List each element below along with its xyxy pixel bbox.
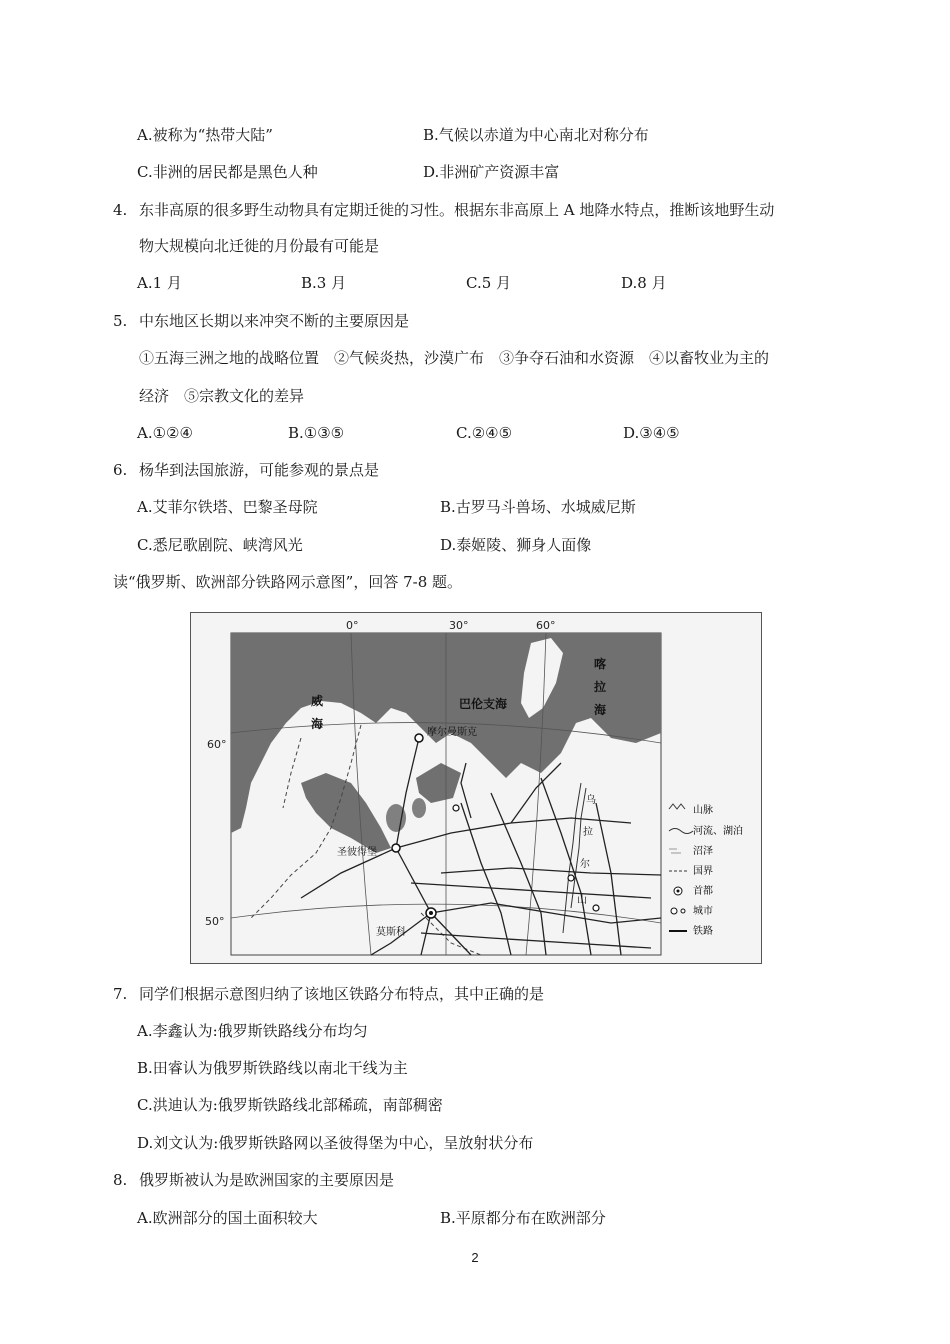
q6-number: 6. [113, 461, 128, 479]
q4-number: 4. [113, 201, 128, 219]
sea-label-barents: 巴伦支海 [459, 697, 508, 711]
q4-stem-text: 东非高原的很多野生动物具有定期迁徙的习性。根据东非高原上 A 地降水特点，推断该地野生动 [139, 201, 775, 219]
q4-option-d: D.8 月 [621, 274, 667, 292]
q3-option-c: C.非洲的居民都是黑色人种 [137, 163, 318, 181]
q4-stem-line2: 物大规模向北迁徙的月份最有可能是 [139, 237, 380, 255]
q5-stem [113, 311, 409, 331]
ural-label-4: 山 [577, 895, 587, 906]
city-label-murmansk: 摩尔曼斯克 [427, 727, 477, 738]
svg-text:河流、湖泊: 河流、湖泊 [693, 826, 743, 837]
q8-option-b: B.平原都分布在欧洲部分 [440, 1209, 606, 1227]
q7-stem [113, 984, 544, 1004]
q5-items-line1: ①五海三洲之地的战略位置 ②气候炎热，沙漠广布 ③争夺石油和水资源 ④以畜牧业为主的 [139, 349, 770, 367]
q5-option-d: D.③④⑤ [623, 424, 680, 442]
q7-option-d: D.刘文认为:俄罗斯铁路网以圣彼得堡为中心，呈放射状分布 [137, 1134, 534, 1152]
lat-label-50: 50° [205, 915, 225, 928]
q6-option-c: C.悉尼歌剧院、峡湾风光 [137, 536, 303, 554]
ural-label-1: 乌 [586, 795, 596, 806]
svg-text:山脉: 山脉 [693, 805, 713, 816]
q5-items-line2: 经济 ⑤宗教文化的差异 [139, 387, 305, 405]
q4-option-b: B.3 月 [301, 274, 347, 292]
page-number: 2 [471, 1250, 479, 1265]
russia-railway-map [190, 612, 762, 964]
sea-label-norwegian-2: 海 [311, 717, 324, 731]
lon-label-0: 0° [346, 619, 359, 632]
city-label-st-petersburg: 圣彼得堡 [337, 847, 377, 858]
q4-stem-line1 [113, 200, 774, 220]
q4-option-a: A.1 月 [137, 274, 182, 292]
city-label-moscow: 莫斯科 [376, 927, 406, 938]
murmansk-city-icon [415, 734, 423, 742]
svg-text:城市: 城市 [693, 906, 713, 917]
q7-stem-text: 同学们根据示意图归纳了该地区铁路分布特点，其中正确的是 [139, 985, 545, 1003]
sea-label-kara-2: 拉 [594, 680, 607, 694]
sea-label-kara-1: 喀 [594, 657, 607, 671]
lon-label-60: 60° [536, 619, 556, 632]
sea-label-kara-3: 海 [594, 703, 607, 717]
ural-label-3: 尔 [580, 859, 590, 870]
q6-stem-text: 杨华到法国旅游，可能参观的景点是 [139, 461, 380, 479]
q3-option-b: B.气候以赤道为中心南北对称分布 [423, 126, 649, 144]
svg-text:首都: 首都 [693, 886, 713, 897]
q3-option-d: D.非洲矿产资源丰富 [423, 163, 560, 181]
q6-option-d: D.泰姬陵、狮身人面像 [440, 536, 592, 554]
q7-number: 7. [113, 985, 128, 1003]
q8-stem [113, 1170, 394, 1190]
q7-option-a: A.李鑫认为:俄罗斯铁路线分布均匀 [137, 1022, 368, 1040]
q5-option-b: B.①③⑤ [288, 424, 345, 442]
q7-option-b: B.田睿认为俄罗斯铁路线以南北干线为主 [137, 1059, 408, 1077]
svg-text:铁路: 铁路 [693, 926, 713, 937]
q5-number: 5. [113, 312, 128, 330]
instruction-7-8: 读“俄罗斯、欧洲部分铁路网示意图”，回答 7-8 题。 [113, 573, 463, 591]
st-petersburg-city-icon [392, 844, 400, 852]
lon-label-30: 30° [449, 619, 469, 632]
svg-text:沼泽: 沼泽 [693, 846, 713, 857]
q8-stem-text: 俄罗斯被认为是欧洲国家的主要原因是 [139, 1171, 395, 1189]
q5-stem-text: 中东地区长期以来冲突不断的主要原因是 [139, 312, 410, 330]
q3-option-a: A.被称为“热带大陆” [137, 126, 273, 144]
q8-option-a: A.欧洲部分的国土面积较大 [137, 1209, 318, 1227]
q8-number: 8. [113, 1171, 128, 1189]
city-icon [671, 908, 677, 914]
q5-option-c: C.②④⑤ [456, 424, 513, 442]
q4-option-c: C.5 月 [466, 274, 512, 292]
sea-label-norwegian-1: 威 [311, 694, 324, 708]
svg-text:国界: 国界 [693, 866, 713, 877]
q6-option-b: B.古罗马斗兽场、水城威尼斯 [440, 498, 636, 516]
q5-option-a: A.①②④ [137, 424, 193, 442]
ural-label-2: 拉 [583, 827, 593, 838]
lat-label-60: 60° [207, 738, 227, 751]
q6-stem [113, 460, 379, 480]
q7-option-c: C.洪迪认为:俄罗斯铁路线北部稀疏，南部稠密 [137, 1096, 443, 1114]
q6-option-a: A.艾菲尔铁塔、巴黎圣母院 [137, 498, 318, 516]
